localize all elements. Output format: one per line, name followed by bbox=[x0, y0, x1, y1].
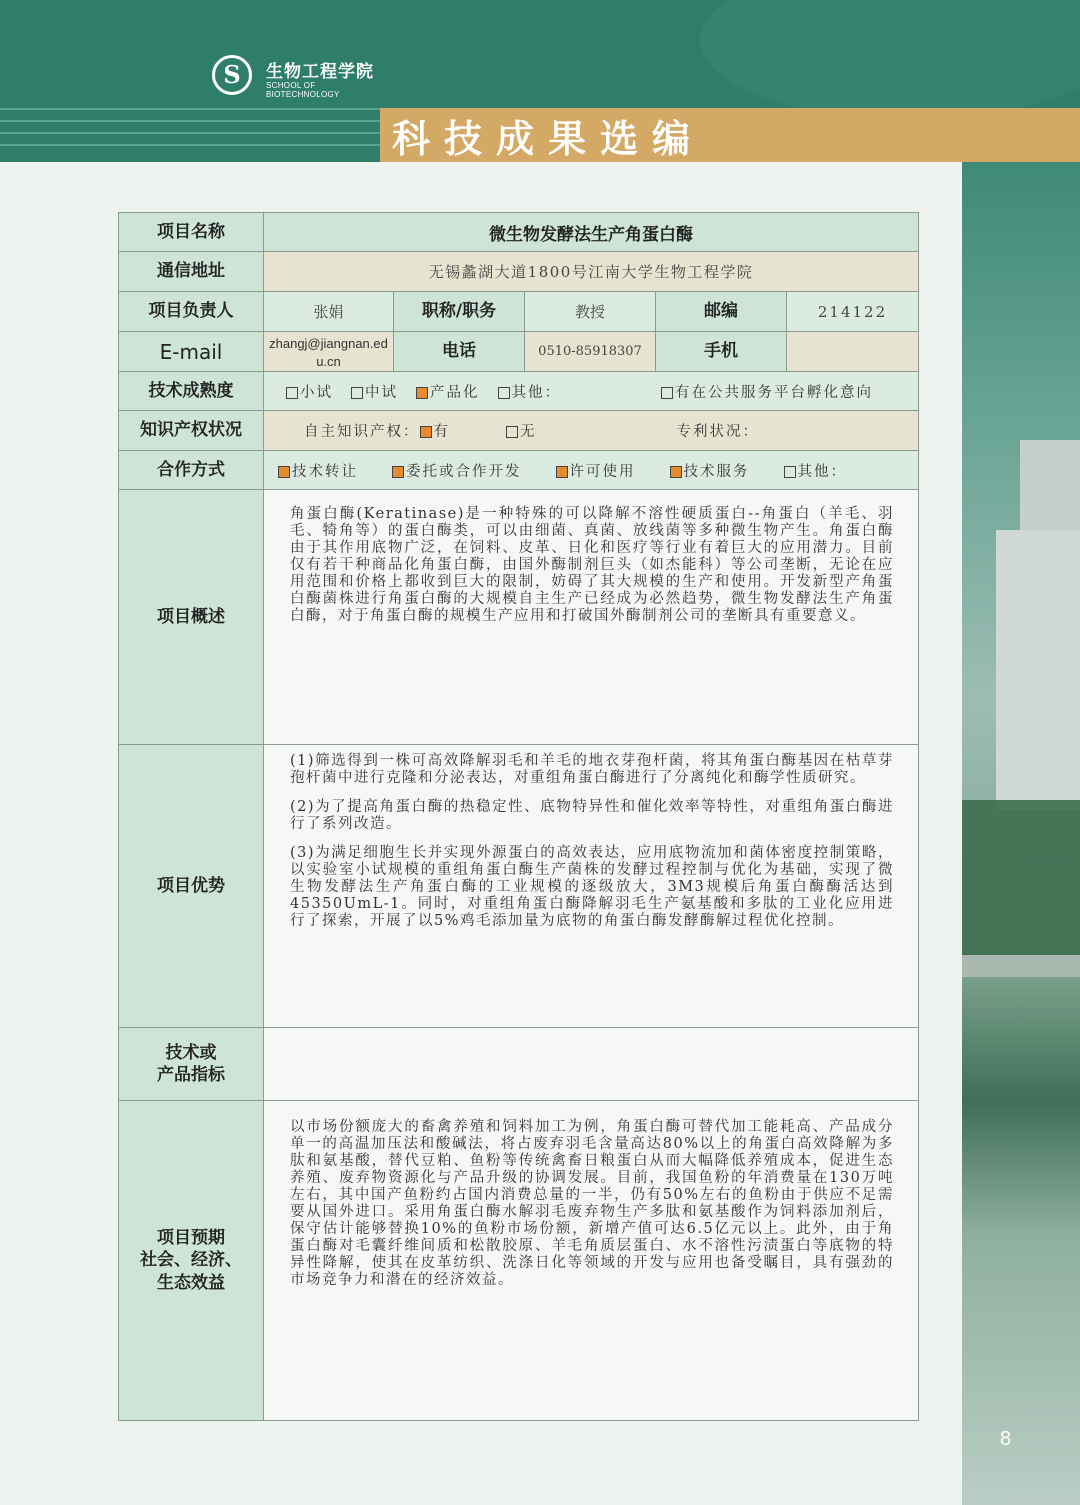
label-index bbox=[119, 1028, 264, 1101]
coop-option-service[interactable] bbox=[670, 460, 750, 481]
row-address bbox=[119, 252, 919, 292]
label-mobile: 手机 bbox=[656, 332, 787, 372]
label-advantage: 项目优势 bbox=[119, 745, 264, 1028]
option-label: 技术转让 bbox=[292, 463, 358, 480]
index-cell bbox=[264, 1028, 919, 1101]
row-leader bbox=[119, 292, 919, 332]
patent-status-label: 专利状况： bbox=[676, 424, 759, 440]
advantage-paragraph-2: (2)为了提高角蛋白酶的热稳定性、底物特异性和催化效率等特性，对重组角蛋白酶进行了系列改造。 bbox=[290, 799, 894, 832]
campus-photo-trees bbox=[962, 800, 1080, 960]
section-banner bbox=[380, 108, 1080, 162]
label-index-line-1: 技术或 bbox=[165, 1042, 217, 1063]
label-zip: 邮编 bbox=[656, 292, 787, 332]
title-value: 教授 bbox=[525, 292, 656, 332]
option-label: 小试 bbox=[300, 384, 333, 401]
header-stripe bbox=[0, 132, 380, 134]
email-text: zhangj@jiangnan.edu.cn bbox=[269, 335, 388, 369]
logo-chinese-name: 生物工程学院 bbox=[266, 62, 374, 82]
email-value bbox=[264, 332, 394, 372]
phone-value: 0510-85918307 bbox=[525, 332, 656, 372]
checkbox-icon bbox=[506, 426, 518, 438]
campus-photo-building bbox=[1020, 440, 1080, 540]
checked-checkbox-icon bbox=[556, 466, 568, 478]
checked-checkbox-icon bbox=[416, 387, 428, 399]
label-address: 通信地址 bbox=[119, 252, 264, 292]
row-index bbox=[119, 1028, 919, 1101]
checkbox-icon bbox=[351, 387, 363, 399]
option-label: 无 bbox=[520, 424, 537, 440]
campus-photo-building bbox=[996, 530, 1080, 810]
label-cooperation: 合作方式 bbox=[119, 451, 264, 490]
coop-option-other[interactable] bbox=[784, 460, 848, 481]
ip-options bbox=[264, 411, 919, 451]
header-stripe bbox=[0, 108, 380, 110]
logo-emblem-icon: S bbox=[212, 55, 252, 95]
option-label: 委托或合作开发 bbox=[406, 463, 522, 480]
ip-option-yes[interactable] bbox=[420, 420, 451, 441]
header-stripe bbox=[0, 120, 380, 122]
option-label: 其他： bbox=[511, 384, 561, 401]
label-maturity: 技术成熟度 bbox=[119, 372, 264, 411]
checked-checkbox-icon bbox=[670, 466, 682, 478]
row-cooperation bbox=[119, 451, 919, 490]
maturity-option-other[interactable] bbox=[498, 381, 562, 402]
checkbox-icon bbox=[661, 387, 673, 399]
row-maturity bbox=[119, 372, 919, 411]
checked-checkbox-icon bbox=[420, 426, 432, 438]
advantage-cell bbox=[264, 745, 919, 1028]
ip-option-no[interactable] bbox=[506, 420, 537, 441]
project-info-table bbox=[118, 212, 919, 1421]
leader-value: 张娟 bbox=[264, 292, 394, 332]
maturity-option-incubation[interactable] bbox=[661, 381, 873, 402]
coop-option-license[interactable] bbox=[556, 460, 636, 481]
row-advantage bbox=[119, 745, 919, 1028]
label-index-line-2: 产品指标 bbox=[157, 1065, 225, 1085]
checked-checkbox-icon bbox=[392, 466, 404, 478]
coop-option-transfer[interactable] bbox=[278, 460, 358, 481]
option-label: 其他： bbox=[797, 463, 847, 480]
label-leader: 项目负责人 bbox=[119, 292, 264, 332]
row-ip bbox=[119, 411, 919, 451]
label-ip: 知识产权状况 bbox=[119, 411, 264, 451]
checkbox-icon bbox=[498, 387, 510, 399]
row-benefit bbox=[119, 1101, 919, 1421]
option-label: 产品化 bbox=[430, 384, 480, 401]
maturity-option-product[interactable] bbox=[416, 381, 480, 402]
overview-text: 角蛋白酶(Keratinase)是一种特殊的可以降解不溶性硬质蛋白--角蛋白（羊毛、羽毛、犄角等）的蛋白酶类，可以由细菌、真菌、放线菌等多种微生物产生。角蛋白酶由于其作用底物广泛，在饲料、皮革、日化和医疗等行业有着巨大的应用潜力。目前仅有若干种商品化角蛋白酶，由国外酶制剂巨头（如杰能科）等公司垄断，无论在应用范围和价格上都收到巨大的限制，妨碍了其大规模的生产和使用。开发新型产角蛋白酶菌株进行角蛋白酶的大规模自主生产已经成为必然趋势，微生物发酵法生产角蛋白酶，对于角蛋白酶的规模生产应用和打破国外酶制剂公司的垄断具有重要意义。 bbox=[290, 506, 894, 624]
page-number: 8 bbox=[1000, 1428, 1012, 1450]
advantage-paragraph-3: (3)为满足细胞生长并实现外源蛋白的高效表达，应用底物流加和菌体密度控制策略，以实验室小试规模的重组角蛋白酶生产菌株的发酵过程控制与优化为基础，实现了微生物发酵法生产角蛋白酶的工业规模的逐级放大，3M3规模后角蛋白酶酶活达到45350UmL-1。同时，对重组角蛋白酶降解羽毛生产氨基酸和多肽的工业化应用进行了探索，开展了以5%鸡毛添加量为底物的角蛋白酶发酵酶解过程优化控制。 bbox=[290, 845, 894, 929]
checkbox-icon bbox=[286, 387, 298, 399]
label-project-name: 项目名称 bbox=[119, 213, 264, 252]
row-contact bbox=[119, 332, 919, 372]
option-label: 技术服务 bbox=[683, 463, 750, 480]
label-phone: 电话 bbox=[394, 332, 525, 372]
label-benefit bbox=[119, 1101, 264, 1421]
label-title: 职称/职务 bbox=[394, 292, 525, 332]
row-project-name bbox=[119, 213, 919, 252]
overview-cell bbox=[264, 490, 919, 745]
advantage-paragraph-1: (1)筛选得到一株可高效降解羽毛和羊毛的地衣芽孢杆菌，将其角蛋白酶基因在枯草芽孢杆菌中进行克隆和分泌表达，对重组角蛋白酶进行了分离纯化和酶学性质研究。 bbox=[290, 753, 894, 786]
cooperation-options bbox=[264, 451, 919, 490]
benefit-text: 以市场份额庞大的畜禽养殖和饲料加工为例，角蛋白酶可替代加工能耗高、产品成分单一的高温加压法和酸碱法，将占废弃羽毛含量高达80%以上的角蛋白高效降解为多肽和氨基酸，替代豆粕、鱼粉等传统禽畜日粮蛋白从而大幅降低养殖成本，促进生态养殖、废弃物资源化与产品升级的协调发展。目前，我国鱼粉的年消费量在130万吨左右，其中国产鱼粉约占国内消费总量的一半，仍有50%左右的鱼粉由于供应不足需要从国外进口。采用角蛋白酶水解羽毛废弃物生产多肽和氨基酸作为饲料添加剂后，保守估计能够替换10%的鱼粉市场份额，新增产值可达6.5亿元以上。此外，由于角蛋白酶对毛囊纤维间质和松散胶原、羊毛角质层蛋白、水不溶性污渍蛋白等底物的特异性降解，使其在皮革纺织、洗涤日化等领域的开发与应用也备受瞩目，具有强劲的市场竞争力和潜在的经济效益。 bbox=[290, 1119, 894, 1288]
zip-value: 214122 bbox=[787, 292, 919, 332]
ip-own-label: 自主知识产权： bbox=[304, 424, 420, 440]
logo-english-name: SCHOOL OF BIOTECHNOLOGY bbox=[266, 81, 340, 99]
label-benefit-line-2: 社会、经济、 bbox=[140, 1250, 242, 1271]
benefit-cell bbox=[264, 1101, 919, 1421]
option-label: 有在公共服务平台孵化意向 bbox=[675, 384, 873, 401]
header-stripe bbox=[0, 144, 380, 146]
project-name-value: 微生物发酵法生产角蛋白酶 bbox=[264, 213, 919, 252]
maturity-options bbox=[264, 372, 919, 411]
maturity-option-pilot-mid[interactable] bbox=[351, 381, 398, 402]
coop-option-joint-dev[interactable] bbox=[392, 460, 522, 481]
section-title: 科技成果选编 bbox=[392, 117, 705, 161]
label-benefit-line-3: 生态效益 bbox=[157, 1272, 225, 1293]
option-label: 中试 bbox=[365, 384, 398, 401]
label-benefit-line-1: 项目预期 bbox=[157, 1228, 225, 1249]
option-label: 有 bbox=[433, 424, 450, 440]
campus-photo-bridge bbox=[962, 955, 1080, 977]
address-value: 无锡蠡湖大道1800号江南大学生物工程学院 bbox=[264, 252, 919, 292]
row-overview bbox=[119, 490, 919, 745]
mobile-value bbox=[787, 332, 919, 372]
checkbox-icon bbox=[784, 466, 796, 478]
option-label: 许可使用 bbox=[569, 463, 636, 480]
checked-checkbox-icon bbox=[278, 466, 290, 478]
label-overview: 项目概述 bbox=[119, 490, 264, 745]
label-email: E-mail bbox=[119, 332, 264, 372]
school-logo bbox=[212, 55, 382, 99]
header-decoration bbox=[700, 0, 1080, 120]
maturity-option-pilot-small[interactable] bbox=[286, 381, 333, 402]
